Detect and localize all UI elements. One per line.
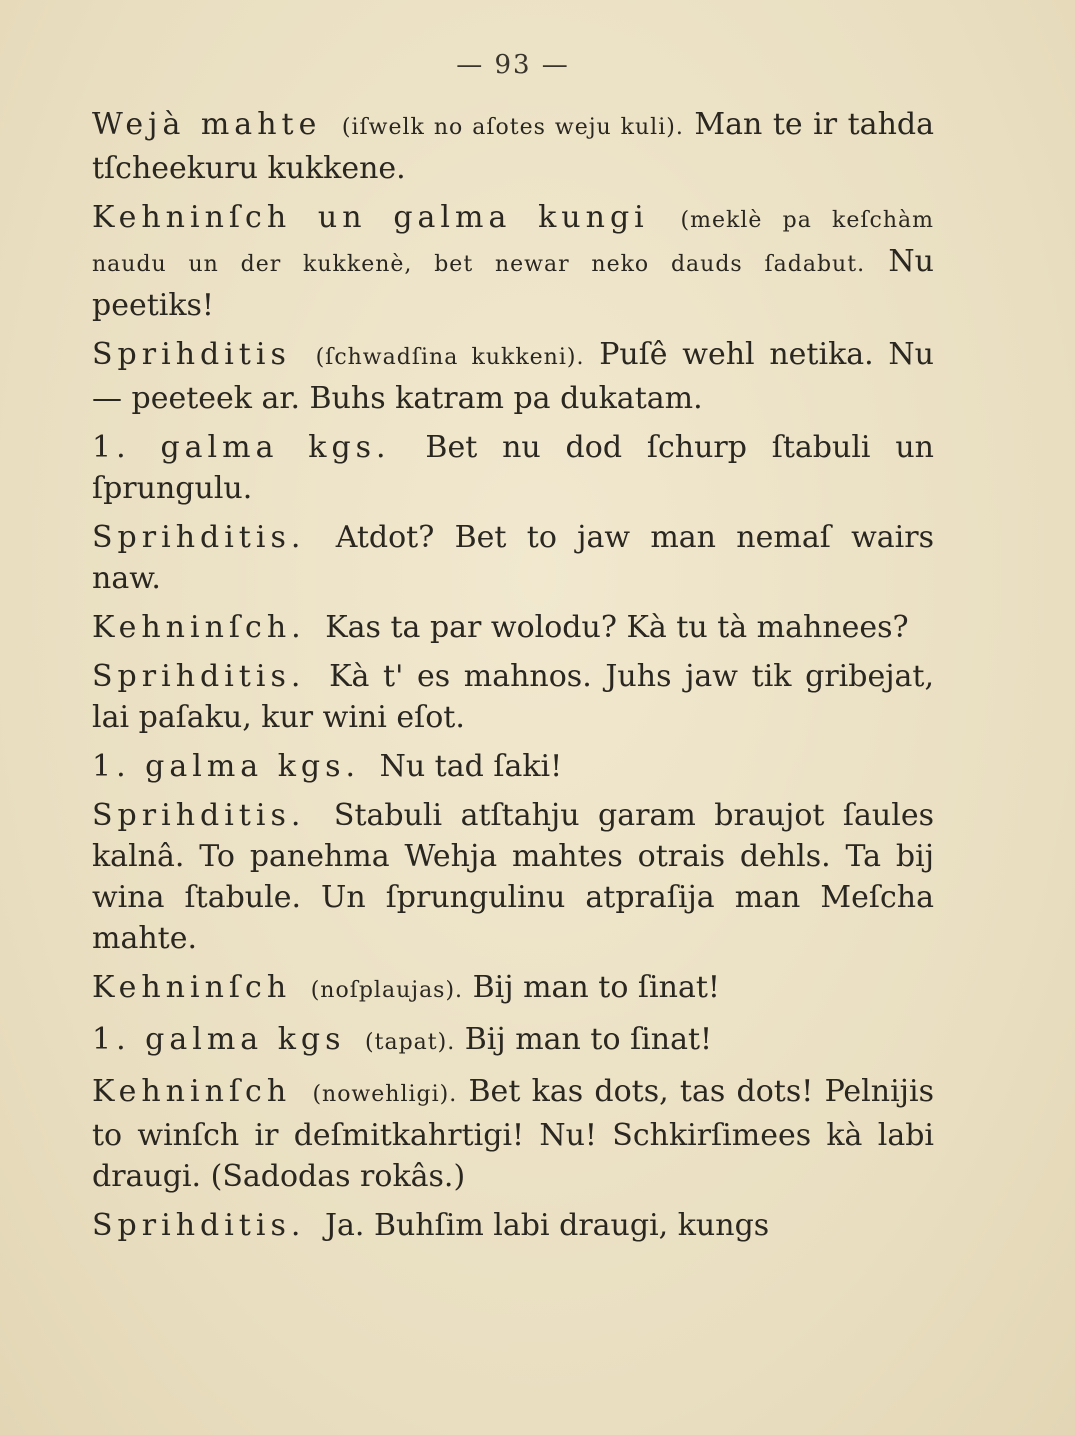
paragraph-9 <box>92 795 934 959</box>
speaker-name: 1. galma kgs. <box>92 430 391 465</box>
speaker-name: Kehninſch un galma kungi <box>92 200 649 235</box>
book-page <box>92 50 934 1254</box>
stage-direction: (nowehligi). <box>312 1082 458 1107</box>
speaker-name: Sprihditis. <box>92 798 306 833</box>
dialogue-text: Kas ta par wolodu? Kà tu tà mahnees? <box>325 610 909 645</box>
speaker-name: Sprihditis <box>92 337 291 372</box>
paragraph-7 <box>92 656 934 738</box>
dialogue-text: Bet nu dod ſchurp ſtabuli un ſprungulu. <box>92 430 934 506</box>
speaker-name: 1. galma kgs <box>92 1022 346 1057</box>
dialogue-text: Stabuli atſtahju garam braujot ſaules kalnâ. To panehma Wehja mahtes otrais dehls. Ta bij wina ſtabule. Un ſprungulinu atpraſija man Meſcha mahte. <box>92 798 934 956</box>
stage-direction: (meklè pa keſchàm naudu un der kukkenè, bet newar neko dauds ſadabut. <box>92 208 934 277</box>
speaker-name: Wejà mahte <box>92 107 322 142</box>
dialogue-text: Nu tad ſaki! <box>379 749 563 784</box>
speaker-name: 1. galma kgs. <box>92 749 361 784</box>
paragraph-2 <box>92 197 934 326</box>
dialogue-text: Nu peetiks! <box>92 244 934 323</box>
dialogue-text: Atdot? Bet to jaw man nemaſ wairs naw. <box>92 520 935 596</box>
dialogue-text: Kà t' es mahnos. Juhs jaw tik gribejat, lai paſaku, kur wini eſot. <box>92 659 934 735</box>
dialogue-text: Bet kas dots, tas dots! Pelnijis to winſch ir deſmitkahrtigi! Nu! Schkirſimees kà labi draugi. (Sadodas rokâs.) <box>92 1074 934 1194</box>
stage-direction: (noſplaujas). <box>310 978 464 1003</box>
paragraph-3 <box>92 334 934 419</box>
speaker-name: Sprihditis. <box>92 1208 306 1243</box>
stage-direction: (iſwelk no aſotes weju kuli). <box>341 115 684 140</box>
speaker-name: Kehninſch <box>92 1074 292 1109</box>
dialogue-text: Bij man to ſinat! <box>464 1022 713 1057</box>
speaker-name: Sprihditis. <box>92 520 306 555</box>
paragraph-6 <box>92 607 934 648</box>
paragraph-11 <box>92 1019 934 1063</box>
dialogue-text: Ja. Buhſim labi draugi, kungs <box>324 1208 770 1243</box>
dialogue-text: Puſê wehl netika. Nu — peeteek ar. Buhs katram pa dukatam. <box>92 337 934 416</box>
speaker-name: Kehninſch. <box>92 610 306 645</box>
paragraph-12 <box>92 1071 934 1197</box>
paragraph-1 <box>92 104 934 189</box>
paragraph-10 <box>92 967 934 1011</box>
paragraph-8 <box>92 746 934 787</box>
page-number: — 93 — <box>456 50 570 80</box>
stage-direction: (ſchwadſina kukkeni). <box>315 345 585 370</box>
paragraph-4 <box>92 427 934 509</box>
dialogue-text: Bij man to ſinat! <box>472 970 720 1005</box>
stage-direction: (tapat). <box>365 1030 456 1055</box>
dialogue-text: Man te ir tahda tſcheekuru kukkene. <box>92 107 934 186</box>
paragraph-5 <box>92 517 934 599</box>
speaker-name: Kehninſch <box>92 970 292 1005</box>
speaker-name: Sprihditis. <box>92 659 306 694</box>
paragraph-13 <box>92 1205 934 1246</box>
